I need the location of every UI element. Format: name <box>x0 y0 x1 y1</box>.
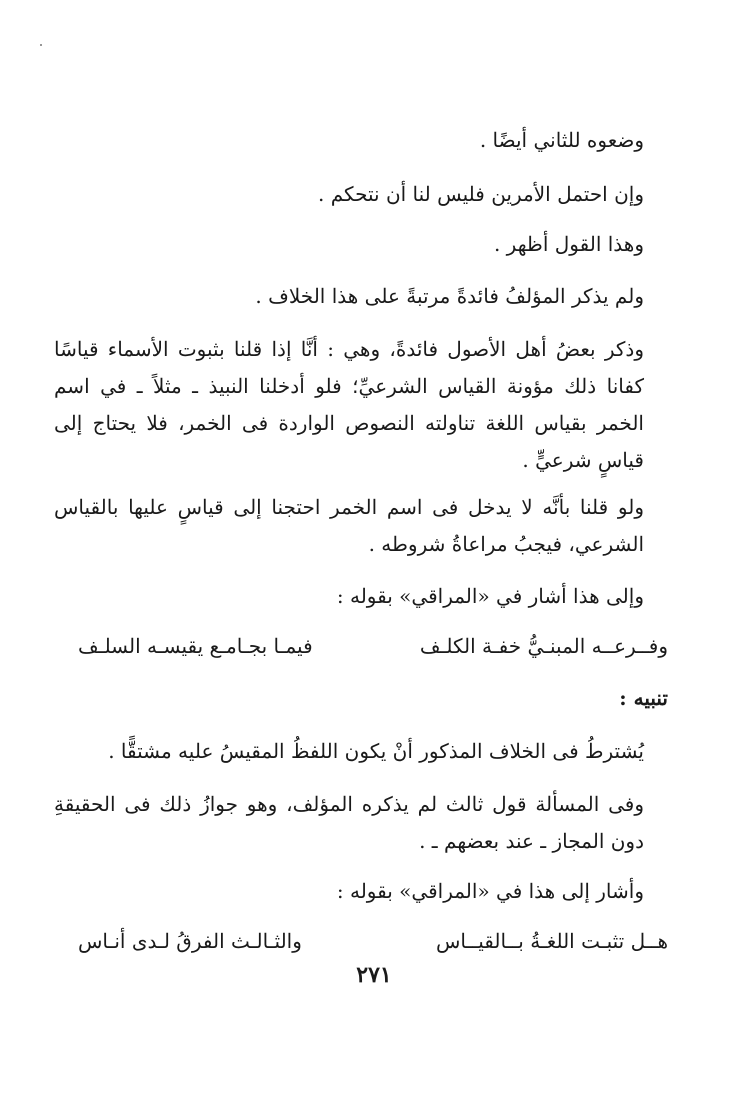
verse-2 <box>78 923 668 960</box>
line-4: ولم يذكر المؤلفُ فائدةً مرتبةً على هذا الخلاف . <box>255 284 644 308</box>
line-1: وضعوه للثاني أيضًا . <box>479 128 644 152</box>
note-heading: تنبيه : <box>619 686 668 710</box>
verse-1-first-hemistich: وفــرعــه المبنـيُّ خفـة الكلـف <box>419 634 668 658</box>
page-number: ٢٧١ <box>356 962 392 988</box>
line-2: وإن احتمل الأمرين فليس لنا أن نتحكم . <box>318 182 644 206</box>
verse-1 <box>78 628 668 665</box>
verse-2-first-hemistich: هــل تثبـت اللغـةُ بــالقيــاس <box>436 929 668 953</box>
line-3: وهذا القول أظهر . <box>493 232 644 256</box>
paragraph-6: ولو قلنا بأنَّه لا يدخل فى اسم الخمر احتجنا إلى قياسٍ عليها بالقياس الشرعي، فيجبُ مراعاةُ شروطه . <box>54 495 644 556</box>
paragraph-5: وذكر بعضُ أهل الأصول فائدةً، وهي : أنَّا إذا قلنا بثبوت الأسماء قياسًا كفانا ذلك مؤونة القياس الشرعيِّ؛ فلو أدخلنا النبيذ ـ مثلاً ـ في اسم الخمر بقياس اللغة تناولته النصوص الواردة فى الخمر، فلا يحتاج إلى قياسٍ شرعيٍّ . <box>54 337 644 472</box>
paragraph-10: وفى المسألة قول ثالث لم يذكره المؤلف، وهو جوازُ ذلك فى الحقيقةِ دون المجاز ـ عند بعضهم ـ . <box>54 792 644 853</box>
verse-1-second-hemistich: فيمـا بجـامـع يقيسـه السلـف <box>78 634 313 658</box>
verse-2-second-hemistich: والثـالـث الفرقُ لـدى أنـاس <box>78 929 302 953</box>
line-9: يُشترطُ فى الخلاف المذكور أنْ يكون اللفظُ المقيسُ عليه مشتقًّا . <box>108 739 644 763</box>
scan-speck <box>40 44 42 46</box>
line-7: وإلى هذا أشار في «المراقي» بقوله : <box>336 584 644 608</box>
line-11: وأشار إلى هذا في «المراقي» بقوله : <box>336 879 644 903</box>
